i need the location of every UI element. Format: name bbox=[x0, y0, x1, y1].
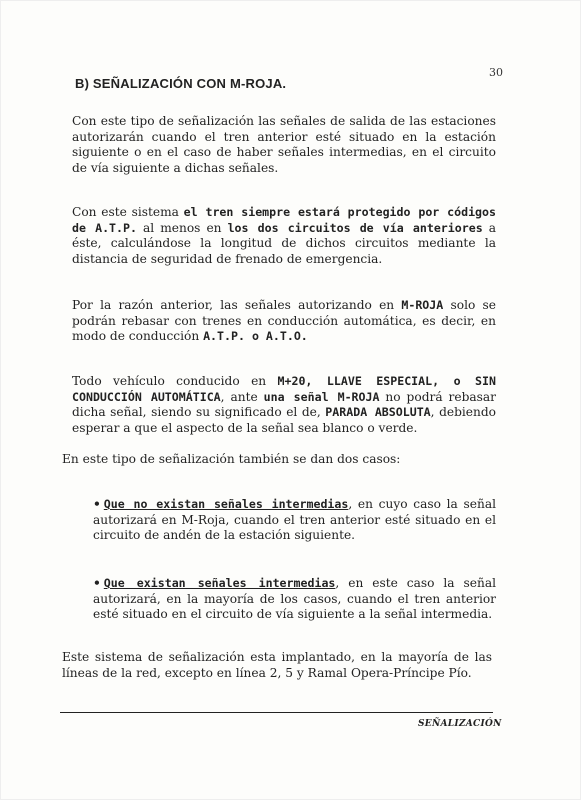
paragraph-3 bbox=[72, 298, 496, 345]
paragraph-6-text: Este sistema de señalización esta implantado, en la mayoría de las líneas de la red, excepto en línea 2, 5 y Ramal Opera-Príncipe Pío. bbox=[62, 650, 492, 680]
bullet-1-lead: Que no existan señales intermedias bbox=[103, 497, 349, 511]
paragraph-3-text: Por la razón anterior, las señales autorizando en bbox=[72, 298, 402, 312]
paragraph-1-text: Con este tipo de señalización las señales de salida de las estaciones autorizarán cuando el tren anterior esté situado en la estación siguiente o en el caso de haber señales intermedias, en el circuito de vía siguiente a dichas señales. bbox=[72, 114, 496, 175]
paragraph-2-text: al menos en bbox=[136, 220, 228, 235]
paragraph-2-text: a éste, calculándose la longitud de dichos circuitos mediante la distancia de seguridad de frenado de emergencia. bbox=[72, 220, 497, 266]
bullet-item-2 bbox=[93, 576, 496, 623]
bullet-item-1 bbox=[93, 497, 496, 544]
paragraph-3-text: solo se podrán rebasar con trenes en conducción automática, es decir, en modo de conducción bbox=[72, 298, 496, 344]
bullet-2-text: , en este caso la señal autorizará, en la mayoría de los casos, cuando el tren anterior esté situado en el circuito de vía siguiente a la señal intermedia. bbox=[93, 576, 496, 622]
paragraph-4-text: no podrá rebasar dicha señal, siendo su significado el de, bbox=[72, 389, 496, 420]
paragraph-4-bold-signal: una señal M-ROJA bbox=[263, 389, 380, 404]
paragraph-4 bbox=[72, 374, 496, 436]
paragraph-4-text: , ante bbox=[220, 389, 264, 404]
paragraph-6 bbox=[62, 650, 492, 681]
paragraph-2-text: Con este sistema bbox=[72, 205, 184, 219]
paragraph-1 bbox=[72, 114, 496, 176]
bullet-dot-icon: • bbox=[93, 576, 101, 590]
paragraph-5 bbox=[62, 452, 486, 468]
paragraph-5-text: En este tipo de señalización también se dan dos casos: bbox=[62, 452, 401, 466]
paragraph-2-bold-circuits: los dos circuitos de vía anteriores bbox=[227, 220, 483, 235]
paragraph-2 bbox=[72, 205, 496, 267]
paragraph-4-bold-modes: M+20, LLAVE ESPECIAL, o SIN CONDUCCIÓN AUTOMÁTICA bbox=[72, 374, 496, 404]
paragraph-2-bold-atp: el tren siempre estará protegido por códigos de A.T.P. bbox=[72, 205, 496, 235]
paragraph-3-bold-modes: A.T.P. o A.T.O. bbox=[203, 329, 308, 344]
footer-section-label: SEÑALIZACIÓN bbox=[418, 719, 502, 729]
page-number: 30 bbox=[489, 66, 503, 79]
bullet-1-text: , en cuyo caso la señal autorizará en M-Roja, cuando el tren anterior esté situado en el circuito de andén de la estación siguiente. bbox=[93, 497, 496, 543]
section-heading: B) SEÑALIZACIÓN CON M-ROJA. bbox=[75, 76, 287, 91]
paragraph-4-bold-stop: PARADA ABSOLUTA bbox=[325, 405, 431, 420]
bullet-dot-icon: • bbox=[93, 497, 101, 511]
paragraph-4-text: , debiendo esperar a que el aspecto de la señal sea blanco o verde. bbox=[72, 405, 496, 435]
footer-divider bbox=[60, 712, 493, 713]
paragraph-3-bold-mroja: M-ROJA bbox=[401, 298, 444, 312]
paragraph-4-text: Todo vehículo conducido en bbox=[72, 374, 278, 388]
bullet-2-lead: Que existan señales intermedias bbox=[103, 576, 336, 590]
